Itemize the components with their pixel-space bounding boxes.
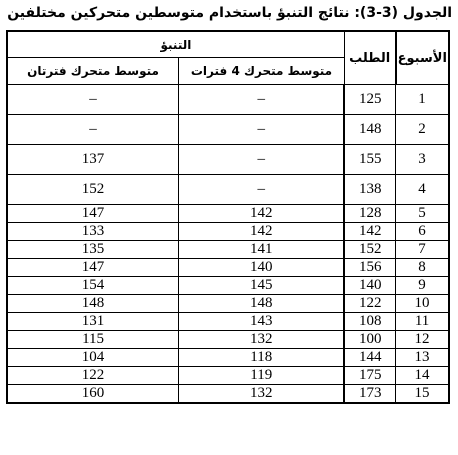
- cell-week: 12: [396, 331, 449, 349]
- cell-week: 1: [396, 85, 449, 115]
- table-row: [7, 175, 449, 205]
- cell-week: 15: [396, 385, 449, 404]
- cell-week: 5: [396, 205, 449, 223]
- cell-demand: 125: [344, 85, 395, 115]
- cell-ma4: 140: [179, 259, 345, 277]
- cell-week: 11: [396, 313, 449, 331]
- cell-ma4: 148: [179, 295, 345, 313]
- cell-demand: 108: [344, 313, 395, 331]
- table-row: [7, 145, 449, 175]
- cell-week: 6: [396, 223, 449, 241]
- cell-week: 4: [396, 175, 449, 205]
- cell-demand: 173: [344, 385, 395, 404]
- cell-ma2: 154: [7, 277, 179, 295]
- table-row: [7, 115, 449, 145]
- cell-week: 13: [396, 349, 449, 367]
- cell-ma4: –: [179, 85, 345, 115]
- table-row: [7, 331, 449, 349]
- cell-ma4: 132: [179, 331, 345, 349]
- cell-ma4: 145: [179, 277, 345, 295]
- header-week: الأسبوع: [396, 31, 449, 85]
- cell-ma2: 147: [7, 205, 179, 223]
- cell-demand: 142: [344, 223, 395, 241]
- table-row: [7, 385, 449, 404]
- cell-week: 14: [396, 367, 449, 385]
- cell-demand: 175: [344, 367, 395, 385]
- cell-ma2: 115: [7, 331, 179, 349]
- cell-ma4: 132: [179, 385, 345, 404]
- cell-demand: 156: [344, 259, 395, 277]
- cell-week: 10: [396, 295, 449, 313]
- cell-ma2: 133: [7, 223, 179, 241]
- cell-ma2: 160: [7, 385, 179, 404]
- table-row: [7, 367, 449, 385]
- cell-ma2: 147: [7, 259, 179, 277]
- cell-ma4: –: [179, 175, 345, 205]
- cell-ma4: –: [179, 145, 345, 175]
- cell-ma4: 142: [179, 205, 345, 223]
- table-body: [7, 85, 449, 404]
- cell-ma4: –: [179, 115, 345, 145]
- cell-demand: 140: [344, 277, 395, 295]
- cell-demand: 152: [344, 241, 395, 259]
- cell-ma2: 135: [7, 241, 179, 259]
- cell-week: 3: [396, 145, 449, 175]
- table-row: [7, 313, 449, 331]
- cell-ma2: 148: [7, 295, 179, 313]
- table-row: [7, 349, 449, 367]
- cell-ma2: 152: [7, 175, 179, 205]
- cell-demand: 148: [344, 115, 395, 145]
- cell-ma2: –: [7, 115, 179, 145]
- header-demand: الطلب: [344, 31, 395, 85]
- header-ma4: متوسط متحرك 4 فترات: [179, 58, 345, 85]
- table-row: [7, 259, 449, 277]
- cell-demand: 100: [344, 331, 395, 349]
- table-row: [7, 85, 449, 115]
- table-row: [7, 277, 449, 295]
- cell-ma2: 122: [7, 367, 179, 385]
- table-row: [7, 223, 449, 241]
- cell-demand: 122: [344, 295, 395, 313]
- table-caption: الجدول (3-3): نتائج التنبؤ باستخدام متوسطين متحركين مختلفين: [7, 5, 452, 21]
- cell-week: 2: [396, 115, 449, 145]
- cell-ma2: –: [7, 85, 179, 115]
- cell-ma4: 143: [179, 313, 345, 331]
- cell-week: 7: [396, 241, 449, 259]
- cell-ma2: 104: [7, 349, 179, 367]
- table-row: [7, 295, 449, 313]
- cell-week: 9: [396, 277, 449, 295]
- cell-ma4: 141: [179, 241, 345, 259]
- cell-demand: 138: [344, 175, 395, 205]
- table-row: [7, 205, 449, 223]
- forecast-table: [6, 30, 450, 404]
- cell-ma4: 142: [179, 223, 345, 241]
- table-row: [7, 241, 449, 259]
- header-forecast: التنبؤ: [7, 31, 344, 58]
- cell-ma2: 137: [7, 145, 179, 175]
- cell-demand: 155: [344, 145, 395, 175]
- cell-ma4: 118: [179, 349, 345, 367]
- cell-demand: 144: [344, 349, 395, 367]
- cell-week: 8: [396, 259, 449, 277]
- cell-ma2: 131: [7, 313, 179, 331]
- cell-ma4: 119: [179, 367, 345, 385]
- header-ma2: متوسط متحرك فترتان: [7, 58, 179, 85]
- cell-demand: 128: [344, 205, 395, 223]
